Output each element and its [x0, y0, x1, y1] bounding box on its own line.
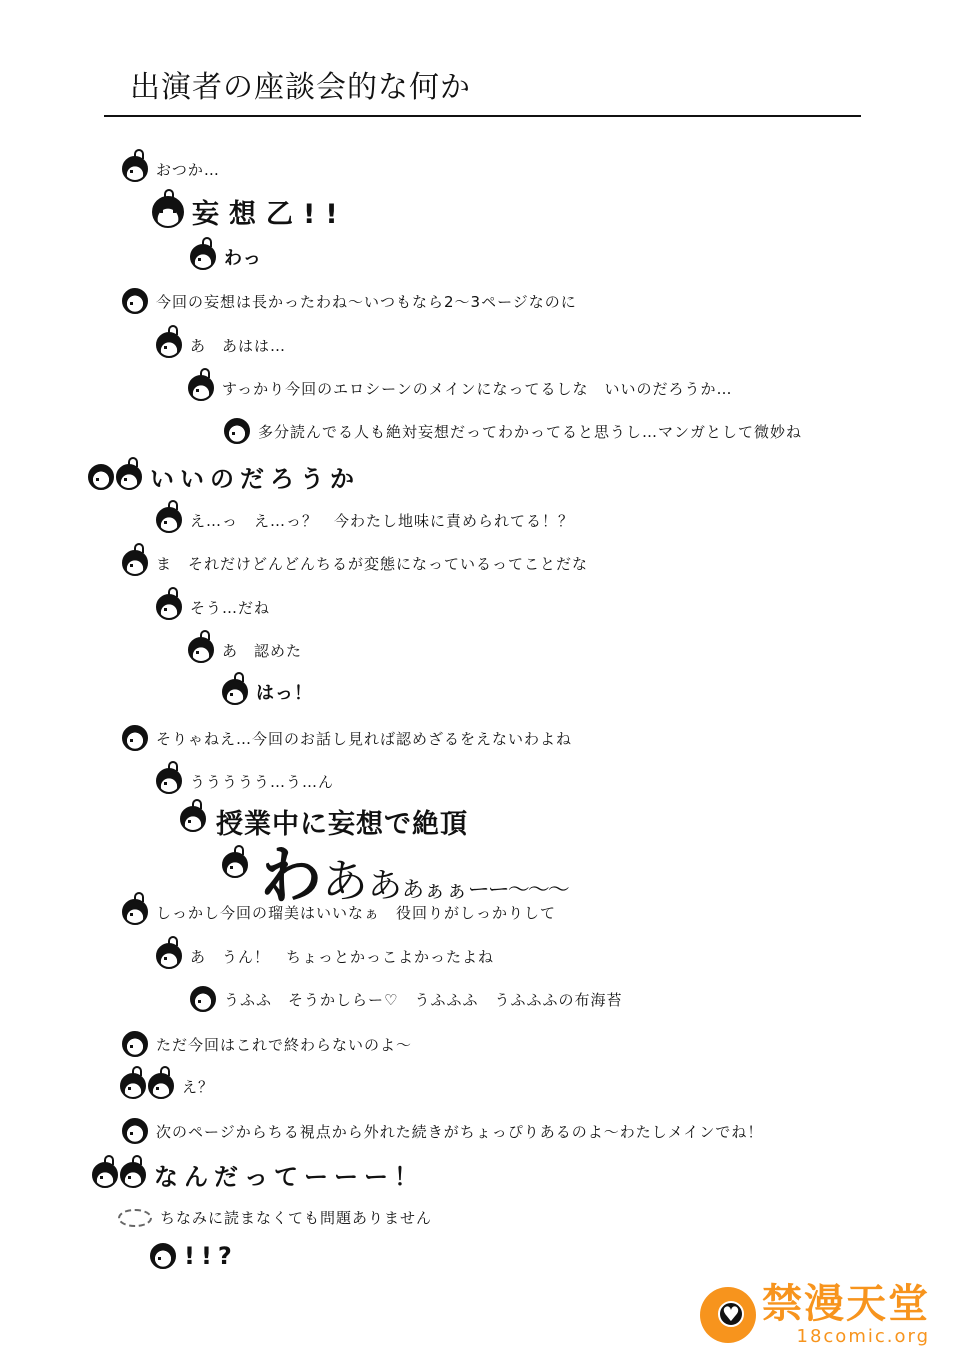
dialogue-line — [92, 1157, 424, 1192]
dialogue-line — [122, 156, 220, 182]
character-face-icon — [156, 943, 182, 969]
character-face-icon — [150, 1243, 176, 1269]
page-title: 出演者の座談会的な何か — [130, 70, 471, 105]
character-face-icon — [122, 725, 148, 751]
watermark-url: 18comic.org — [796, 1326, 930, 1347]
dialogue-text: そう…だね — [190, 598, 271, 617]
dialogue-line — [118, 1207, 432, 1228]
dialogue-line — [156, 943, 494, 969]
dialogue-text: わっ — [224, 248, 262, 269]
scream-tail: ーー〜〜〜 — [467, 878, 568, 903]
character-face-icon — [156, 332, 182, 358]
dialogue-line — [122, 725, 572, 751]
character-face-icon — [122, 288, 148, 314]
dialogue-text: いいのだろうか — [150, 465, 360, 493]
character-face-icon — [188, 375, 214, 401]
dialogue-line — [122, 288, 577, 314]
watermark-logo — [700, 1282, 930, 1347]
dialogue-line — [190, 986, 622, 1012]
dialogue-line — [156, 507, 574, 533]
dialogue-text: 今回の妄想は長かったわね～いつもなら2～3ページなのに — [156, 292, 577, 311]
logo-mark-icon — [700, 1287, 756, 1343]
dialogue-text: しっかし今回の瑠美はいいなぁ 役回りがしっかりして — [156, 903, 557, 922]
dialogue-text: あ あはは… — [190, 336, 287, 355]
character-face-icon — [120, 1162, 146, 1188]
dialogue-line — [120, 1073, 214, 1099]
dialogue-text: ま それだけどんどんちるが変態になっているってことだな — [156, 554, 589, 573]
character-face-icon — [88, 464, 114, 490]
character-face-icon — [122, 1031, 148, 1057]
character-face-icon — [180, 806, 206, 832]
character-face-icon — [222, 852, 248, 878]
dialogue-text: ちなみに読まなくても問題ありません — [160, 1209, 433, 1227]
dialogue-text: うふふ そうかしらー♡ うふふふ うふふふの布海苔 — [224, 990, 623, 1009]
character-face-icon — [224, 418, 250, 444]
character-face-icon — [190, 986, 216, 1012]
character-face-icon — [222, 679, 248, 705]
dialogue-line — [188, 375, 733, 401]
character-face-icon — [156, 768, 182, 794]
dialogue-text: ただ今回はこれで終わらないのよ～ — [156, 1035, 413, 1054]
dialogue-text: !!? — [184, 1242, 238, 1270]
dialogue-line — [156, 332, 286, 358]
dialogue-line — [122, 1031, 412, 1057]
character-face-icon — [92, 1162, 118, 1188]
dialogue-line — [224, 418, 802, 444]
cloud-icon — [118, 1209, 152, 1227]
character-face-icon — [120, 1073, 146, 1099]
scream-char: わ — [260, 839, 323, 912]
dialogue-text: 次のページからちる視点から外れた続きがちょっぴりあるのよ～わたしメインでね！ — [156, 1122, 764, 1141]
dialogue-text: あ うん！ ちょっとかっこよかったよね — [190, 947, 495, 966]
dialogue-line — [122, 550, 588, 576]
character-face-icon — [148, 1073, 174, 1099]
title-underline — [104, 115, 861, 117]
character-face-icon — [122, 899, 148, 925]
character-face-icon — [122, 1118, 148, 1144]
scream-char: あ — [322, 854, 369, 908]
dialogue-line — [156, 768, 334, 794]
character-face-icon — [190, 244, 216, 270]
shout-caption: 授業中に妄想で絶頂 — [216, 809, 468, 840]
dialogue-line — [122, 899, 556, 925]
dialogue-text: そりゃねえ…今回のお話し見れば認めざるをえないわよね — [156, 729, 573, 748]
dialogue-text: すっかり今回のエロシーンのメインになってるしな いいのだろうか… — [222, 379, 733, 398]
character-face-icon — [156, 594, 182, 620]
dialogue-line — [152, 192, 348, 231]
character-face-icon — [122, 550, 148, 576]
character-face-icon — [116, 464, 142, 490]
dialogue-line — [88, 459, 360, 494]
dialogue-text: はっ！ — [256, 683, 313, 704]
dialogue-line — [122, 1118, 763, 1144]
dialogue-text: え…っ え…っ？ 今わたし地味に責められてる！？ — [190, 511, 575, 530]
dialogue-line — [190, 244, 262, 270]
character-face-icon — [188, 637, 214, 663]
character-face-icon — [122, 156, 148, 182]
scream-char: あ — [368, 866, 403, 906]
scream-char: あぁぁ — [402, 878, 468, 903]
dialogue-text: え？ — [182, 1077, 215, 1096]
dialogue-text: 多分読んでる人も絶対妄想だってわかってると思うし…マンガとして微妙ね — [258, 422, 803, 441]
character-face-icon — [156, 507, 182, 533]
dialogue-text: ううううう…う…ん — [190, 772, 335, 791]
character-face-icon — [152, 196, 184, 228]
dialogue-line — [156, 594, 270, 620]
dialogue-text: 妄想乙!! — [192, 199, 348, 230]
dialogue-line — [150, 1242, 238, 1270]
watermark-name: 禁漫天堂 — [762, 1281, 930, 1327]
dialogue-line — [188, 637, 302, 663]
dialogue-line — [222, 679, 313, 705]
dialogue-text: あ 認めた — [222, 641, 303, 660]
dialogue-text: おつか… — [156, 160, 220, 179]
dialogue-text: なんだってーーー！ — [154, 1163, 424, 1191]
